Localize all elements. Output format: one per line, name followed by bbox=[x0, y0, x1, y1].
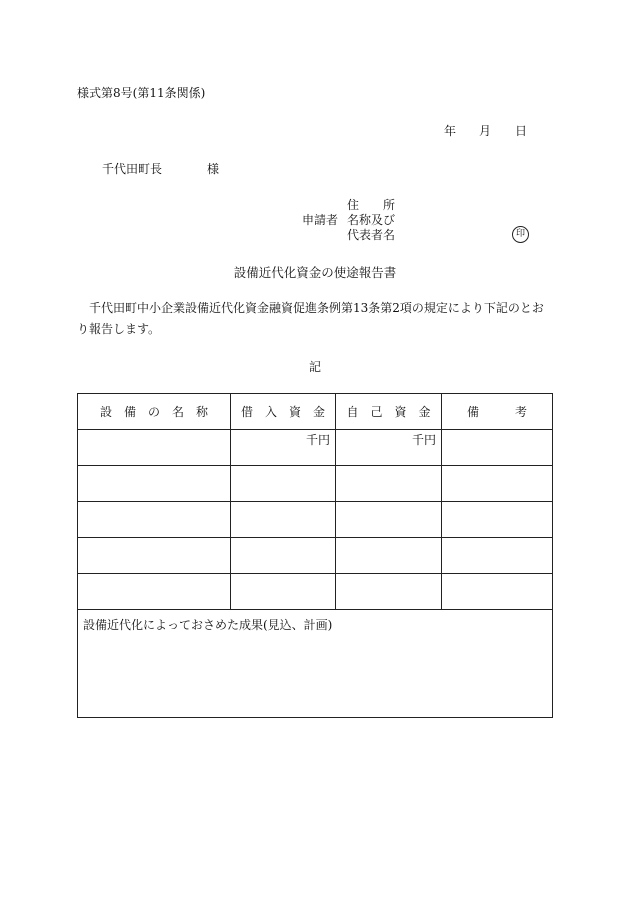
addressee: 千代田町長 bbox=[102, 162, 163, 176]
applicant-label: 申請者 bbox=[302, 213, 339, 227]
honorific: 様 bbox=[207, 162, 220, 176]
cell-equipment-name[interactable] bbox=[78, 574, 231, 610]
applicant-name-label: 名称及び bbox=[347, 213, 396, 227]
outcome-row bbox=[78, 610, 553, 718]
cell-borrowed-funds[interactable] bbox=[231, 574, 336, 610]
cell-own-funds[interactable] bbox=[336, 574, 442, 610]
document-title: 設備近代化資金の使途報告書 bbox=[233, 265, 397, 280]
header-own-funds: 自 己 資 金 bbox=[336, 394, 442, 430]
header-equipment-name: 設 備 の 名 称 bbox=[78, 394, 231, 430]
ki-heading: 記 bbox=[308, 360, 321, 374]
cell-equipment-name[interactable] bbox=[78, 466, 231, 502]
cell-equipment-name[interactable] bbox=[78, 430, 231, 466]
report-table bbox=[77, 393, 553, 718]
table-row bbox=[78, 502, 553, 538]
date-year-label: 年 bbox=[444, 124, 457, 138]
cell-remarks[interactable] bbox=[442, 502, 553, 538]
body-text: 千代田町中小企業設備近代化資金融資促進条例第13条第2項の規定により下記のとおり報告します。 bbox=[77, 301, 544, 336]
header-borrowed-funds: 借 入 資 金 bbox=[231, 394, 336, 430]
applicant-address-label: 住 所 bbox=[347, 198, 396, 212]
cell-own-funds[interactable] bbox=[336, 430, 442, 466]
cell-remarks[interactable] bbox=[442, 430, 553, 466]
table-header-row bbox=[78, 394, 553, 430]
date-day-label: 日 bbox=[515, 124, 528, 138]
date-month-label: 月 bbox=[479, 124, 492, 138]
table-row bbox=[78, 466, 553, 502]
cell-borrowed-funds[interactable] bbox=[231, 430, 336, 466]
cell-remarks[interactable] bbox=[442, 574, 553, 610]
cell-borrowed-funds[interactable] bbox=[231, 466, 336, 502]
outcome-cell[interactable] bbox=[78, 610, 553, 718]
unit-label: 千円 bbox=[305, 433, 330, 447]
table-row bbox=[78, 538, 553, 574]
applicant-representative-label: 代表者名 bbox=[347, 228, 396, 242]
cell-own-funds[interactable] bbox=[336, 466, 442, 502]
table-row bbox=[78, 430, 553, 466]
cell-own-funds[interactable] bbox=[336, 502, 442, 538]
cell-own-funds[interactable] bbox=[336, 538, 442, 574]
cell-equipment-name[interactable] bbox=[78, 538, 231, 574]
outcome-label: 設備近代化によっておさめた成果(見込、計画) bbox=[83, 618, 333, 632]
cell-remarks[interactable] bbox=[442, 466, 553, 502]
cell-borrowed-funds[interactable] bbox=[231, 502, 336, 538]
cell-borrowed-funds[interactable] bbox=[231, 538, 336, 574]
seal-mark: 印 bbox=[512, 226, 529, 243]
form-number: 様式第8号(第11条関係) bbox=[77, 86, 206, 100]
header-remarks: 備 考 bbox=[442, 394, 553, 430]
cell-remarks[interactable] bbox=[442, 538, 553, 574]
unit-label: 千円 bbox=[411, 433, 436, 447]
cell-equipment-name[interactable] bbox=[78, 502, 231, 538]
table-row bbox=[78, 574, 553, 610]
